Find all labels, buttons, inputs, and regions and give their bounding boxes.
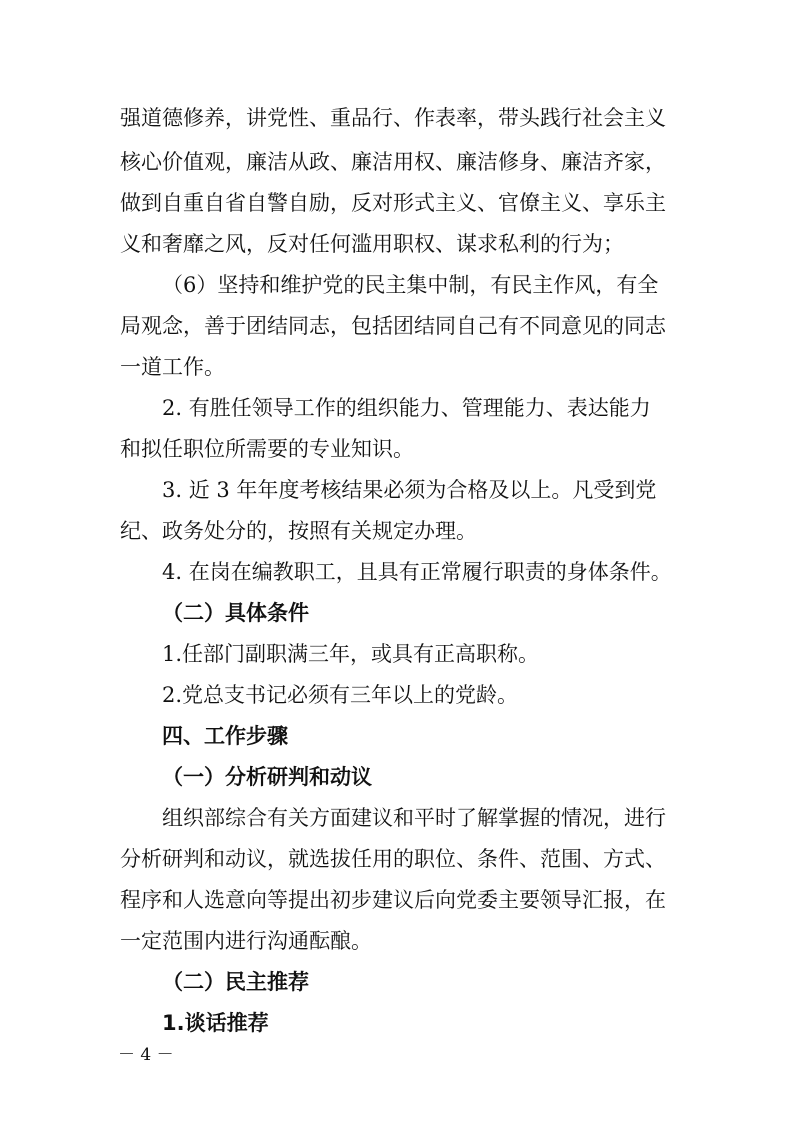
text-line: 一道工作。 — [120, 355, 225, 379]
text-line: 2.党总支书记必须有三年以上的党龄。 — [162, 683, 519, 707]
section-heading: （二）具体条件 — [162, 601, 309, 625]
section-heading: 1.谈话推荐 — [162, 1011, 269, 1035]
text-line: 做到自重自省自警自励，反对形式主义、官僚主义、享乐主 — [120, 191, 666, 215]
text-line: 1.任部门副职满三年，或具有正高职称。 — [162, 642, 540, 666]
text-line: 分析研判和动议，就选拔任用的职位、条件、范围、方式、 — [120, 847, 666, 871]
text-line: 2. 有胜任领导工作的组织能力、管理能力、表达能力 — [162, 396, 651, 420]
text-line: 强道德修养，讲党性、重品行、作表率，带头践行社会主义 — [120, 106, 666, 130]
text-line: 一定范围内进行沟通酝酿。 — [120, 929, 372, 953]
text-line: 程序和人选意向等提出初步建议后向党委主要领导汇报，在 — [120, 888, 666, 912]
text-line: 和拟任职位所需要的专业知识。 — [120, 437, 414, 461]
text-line: （6）坚持和维护党的民主集中制，有民主作风，有全 — [162, 273, 659, 297]
text-line: 3. 近 3 年年度考核结果必须为合格及以上。凡受到党 — [162, 478, 657, 502]
text-line: 局观念，善于团结同志，包括团结同自己有不同意见的同志 — [120, 314, 666, 338]
text-line: 核心价值观，廉洁从政、廉洁用权、廉洁修身、廉洁齐家， — [120, 150, 666, 174]
section-heading: （二）民主推荐 — [162, 970, 309, 994]
section-heading: 四、工作步骤 — [162, 724, 288, 748]
text-line: 组织部综合有关方面建议和平时了解掌握的情况，进行 — [162, 806, 666, 830]
page-number: － 4 － — [118, 1045, 174, 1065]
text-line: 义和奢靡之风，反对任何滥用职权、谋求私利的行为； — [120, 232, 624, 256]
section-heading: （一）分析研判和动议 — [162, 765, 372, 789]
text-line: 4. 在岗在编教职工，且具有正常履行职责的身体条件。 — [162, 560, 672, 584]
text-line: 纪、政务处分的，按照有关规定办理。 — [120, 519, 477, 543]
